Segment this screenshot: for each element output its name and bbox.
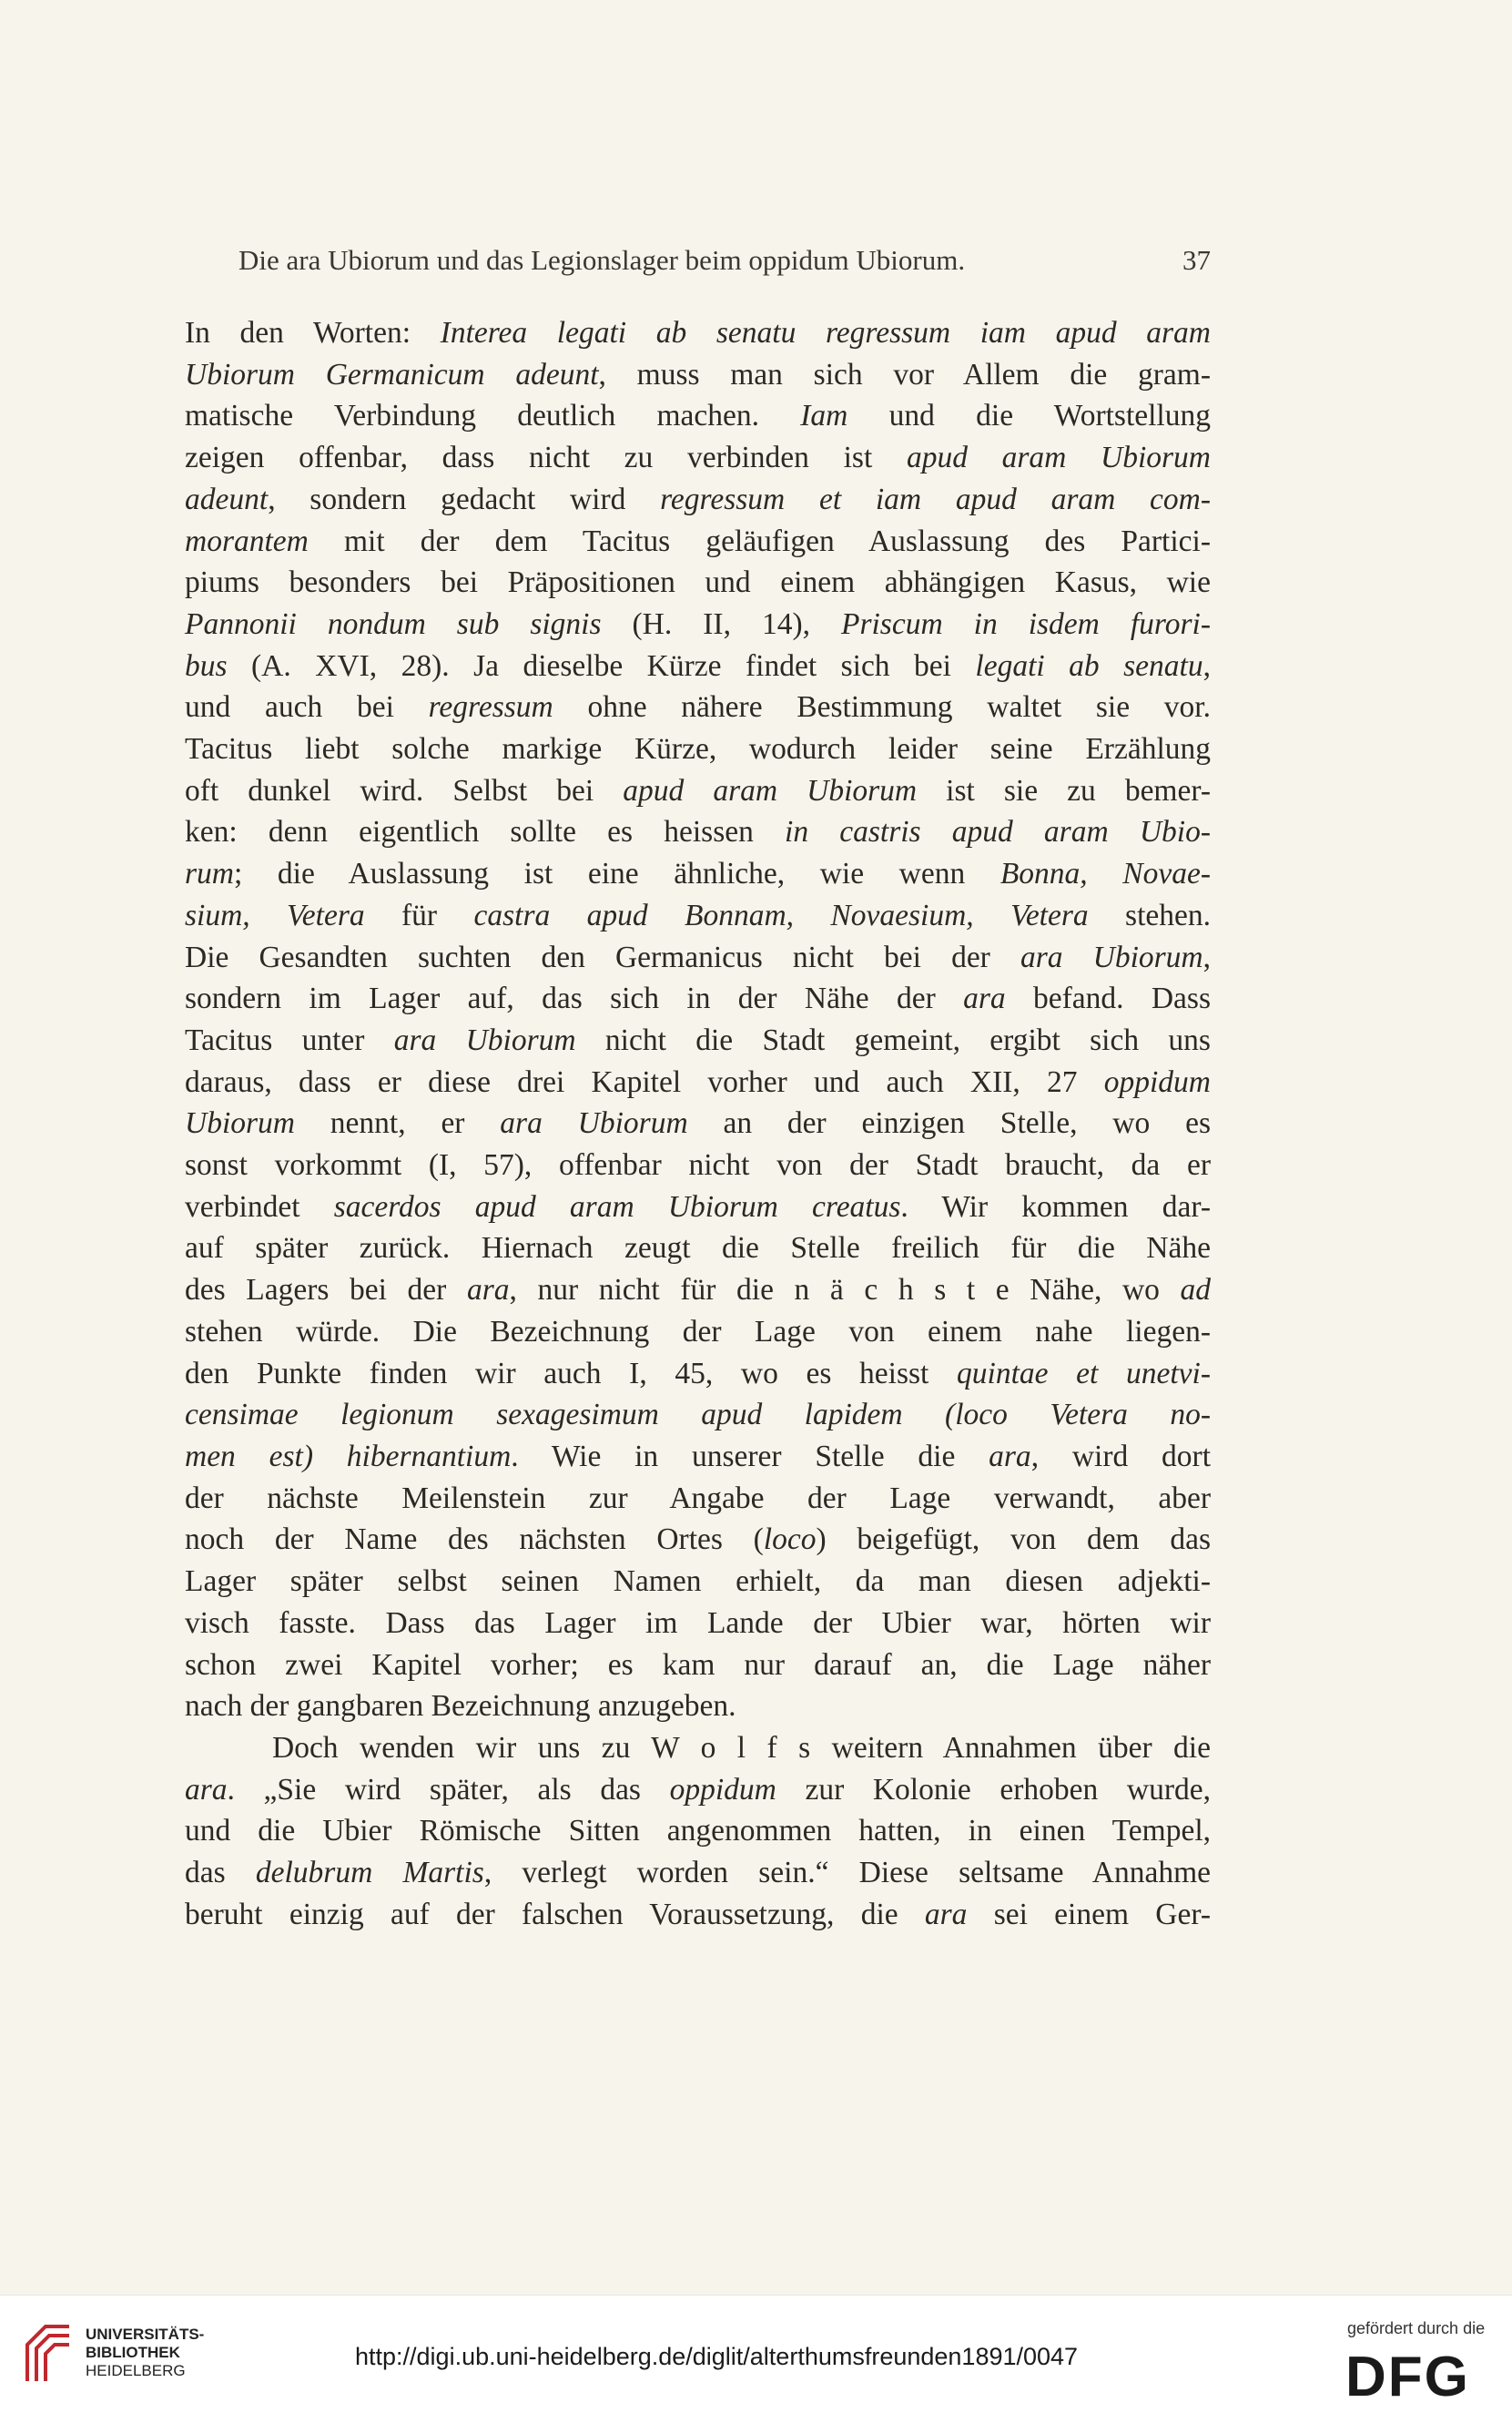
- text-line: schon zwei Kapitel vorher; es kam nur darauf an, die Lage näher: [185, 1647, 1211, 1682]
- sponsor-caption: gefördert durch die: [1347, 2319, 1486, 2337]
- text-line: verbindet sacerdos apud aram Ubiorum creatus. Wir kommen dar-: [185, 1189, 1211, 1224]
- running-title: Die ara Ubiorum und das Legionslager beim oppidum Ubiorum.: [238, 244, 966, 276]
- text-line: visch fasste. Dass das Lager im Lande der Ubier war, hörten wir: [185, 1605, 1211, 1640]
- library-logo-icon: [18, 2317, 78, 2390]
- text-line: sondern im Lager auf, das sich in der Nähe der ara befand. Dass: [185, 982, 1211, 1016]
- text-line: Tacitus unter ara Ubiorum nicht die Stadt gemeint, ergibt sich uns: [185, 1023, 1211, 1057]
- text-line: noch der Name des nächsten Ortes (loco) beigefügt, von dem das: [185, 1522, 1211, 1557]
- text-line: ara. „Sie wird später, als das oppidum zur Kolonie erhoben wurde,: [185, 1772, 1211, 1807]
- text-line: Pannonii nondum sub signis (H. II, 14), Priscum in isdem furori-: [185, 606, 1211, 641]
- text-line: den Punkte finden wir auch I, 45, wo es heisst quintae et unetvi-: [185, 1356, 1211, 1390]
- text-line: In den Worten: Interea legati ab senatu regressum iam apud aram: [185, 316, 1211, 350]
- text-line: und auch bei regressum ohne nähere Bestimmung waltet sie vor.: [185, 690, 1211, 725]
- text-line: Ubiorum nennt, er ara Ubiorum an der einzigen Stelle, wo es: [185, 1106, 1211, 1141]
- body-text: [185, 312, 1211, 1935]
- running-header: [238, 244, 1211, 277]
- text-line: auf später zurück. Hiernach zeugt die Stelle freilich für die Nähe: [185, 1231, 1211, 1266]
- text-line: Ubiorum Germanicum adeunt, muss man sich vor Allem die gram-: [185, 357, 1211, 392]
- text-line: sium, Vetera für castra apud Bonnam, Novaesium, Vetera stehen.: [185, 898, 1212, 932]
- dfg-logo: DFG: [1345, 2346, 1470, 2408]
- text-line: Tacitus liebt solche markige Kürze, wodurch leider seine Erzählung: [185, 732, 1211, 767]
- text-line: piums besonders bei Präpositionen und einem abhängigen Kasus, wie: [185, 565, 1211, 600]
- text-line: des Lagers bei der ara, nur nicht für die n ä c h s t e Nähe, wo ad: [185, 1273, 1211, 1308]
- text-line: der nächste Meilenstein zur Angabe der Lage verwandt, aber: [185, 1481, 1211, 1515]
- text-line: nach der gangbaren Bezeichnung anzugeben.: [185, 1689, 736, 1724]
- text-line: censimae legionum sexagesimum apud lapidem (loco Vetera no-: [185, 1398, 1211, 1432]
- text-line: sonst vorkommt (I, 57), offenbar nicht von der Stadt braucht, da er: [185, 1148, 1211, 1183]
- page-number: 37: [1182, 244, 1211, 276]
- text-line: adeunt, sondern gedacht wird regressum et iam apud aram com-: [185, 482, 1211, 516]
- text-line: Die Gesandten suchten den Germanicus nicht bei der ara Ubiorum,: [185, 940, 1211, 974]
- viewer-footer: [0, 2295, 1512, 2423]
- text-line: bus (A. XVI, 28). Ja dieselbe Kürze findet sich bei legati ab senatu,: [185, 648, 1211, 683]
- text-line: beruht einzig auf der falschen Voraussetzung, die ara sei einem Ger-: [185, 1897, 1211, 1931]
- text-line: Doch wenden wir uns zu W o l f s weitern Annahmen über die: [272, 1730, 1211, 1765]
- text-line: Lager später selbst seinen Namen erhielt, da man diesen adjekti-: [185, 1564, 1211, 1599]
- text-line: und die Ubier Römische Sitten angenommen hatten, in einen Tempel,: [185, 1814, 1211, 1848]
- text-line: das delubrum Martis, verlegt worden sein.“ Diese seltsame Annahme: [185, 1856, 1212, 1890]
- text-line: oft dunkel wird. Selbst bei apud aram Ubiorum ist sie zu bemer-: [185, 773, 1212, 808]
- text-line: rum; die Auslassung ist eine ähnliche, wie wenn Bonna, Novae-: [185, 857, 1211, 891]
- text-line: zeigen offenbar, dass nicht zu verbinden ist apud aram Ubiorum: [185, 441, 1211, 475]
- text-line: matische Verbindung deutlich machen. Iam und die Wortstellung: [185, 399, 1211, 433]
- permalink-url[interactable]: http://digi.ub.uni-heidelberg.de/diglit/alterthumsfreunden1891/0047: [355, 2343, 1079, 2370]
- text-line: stehen würde. Die Bezeichnung der Lage von einem nahe liegen-: [185, 1314, 1211, 1349]
- text-line: daraus, dass er diese drei Kapitel vorher und auch XII, 27 oppidum: [185, 1064, 1211, 1099]
- text-line: morantem mit der dem Tacitus geläufigen Auslassung des Partici-: [185, 524, 1211, 558]
- library-name: UNIVERSITÄTS- BIBLIOTHEK HEIDELBERG: [86, 2326, 205, 2379]
- text-line: men est) hibernantium. Wie in unserer Stelle die ara, wird dort: [185, 1439, 1212, 1473]
- text-line: ken: denn eigentlich sollte es heissen in castris apud aram Ubio-: [185, 815, 1211, 850]
